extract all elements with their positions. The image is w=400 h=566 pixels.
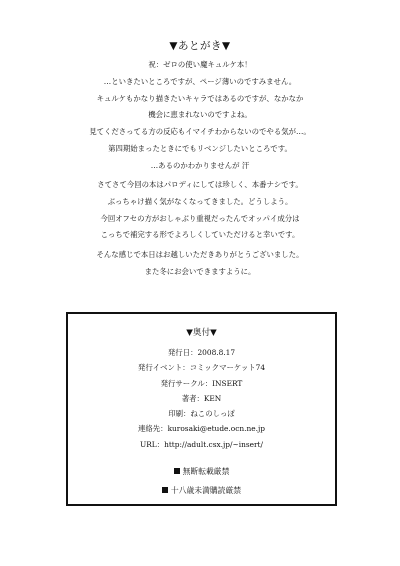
afterword-title: ▼あとがき▼	[169, 40, 231, 52]
colophon-box	[66, 312, 337, 506]
text-line: 第四期始まったときにでもリベンジしたいところです。	[108, 143, 292, 153]
black-square-icon	[174, 468, 180, 474]
text-line: キュルケもかなり描きたいキャラではあるのですが、なかなか	[96, 93, 304, 103]
afterword-paragraph-1	[20, 57, 380, 175]
publish-circle: 発行サークル：INSERT	[160, 378, 243, 388]
colophon-warnings	[68, 462, 335, 500]
text-line: こっちで補完する形でよろしくしていただけると幸いです。	[100, 230, 300, 240]
text-line: 機会に恵まれないのですよね。	[148, 110, 252, 120]
text-line: ぶっちゃけ描く気がなくなってきました。どうしよう。	[107, 196, 293, 206]
black-square-icon	[162, 487, 168, 493]
warning-text: 十八歳未満購読厳禁	[170, 486, 242, 495]
website-url: URL：http://adult.csx.jp/~insert/	[139, 439, 263, 449]
colophon-title: ▼奥付▼	[186, 328, 217, 338]
text-line: …あるのかわかりませんが 汗	[150, 160, 250, 170]
warning-line	[68, 462, 335, 481]
text-line: 今回オフセの方がおしゃぶり重視だったんでオッパイ成分は	[100, 213, 300, 223]
warning-line	[68, 481, 335, 500]
afterword-paragraph-2	[20, 177, 380, 244]
afterword-paragraph-3	[20, 247, 380, 281]
publish-event: 発行イベント：コミックマーケット74	[137, 363, 266, 373]
publish-date: 発行日：2008.8.17	[167, 348, 236, 357]
text-line: さてさて今回の本はパロディにしては珍しく、本番ナシです。	[97, 180, 303, 189]
text-line: 祝：ゼロの使い魔キュルケ本！	[148, 60, 252, 69]
text-line: そんな感じで本日はお越しいただきありがとうございました。	[96, 250, 304, 259]
printer: 印刷：ねこのしっぽ	[168, 409, 235, 419]
warning-text: 無断転載厳禁	[182, 467, 230, 476]
contact-email: 連絡先：kurosaki@etude.ocn.ne.jp	[138, 424, 265, 434]
text-line: また冬にお会いできますように。	[144, 266, 256, 276]
text-line: 見てくださってる方の反応もイマイチわからないのでやる気が…。	[89, 127, 311, 137]
colophon-details	[68, 345, 335, 452]
text-line: …といきたいところですが、ページ薄いのですみません。	[103, 76, 297, 86]
author: 著者：KEN	[181, 393, 222, 403]
